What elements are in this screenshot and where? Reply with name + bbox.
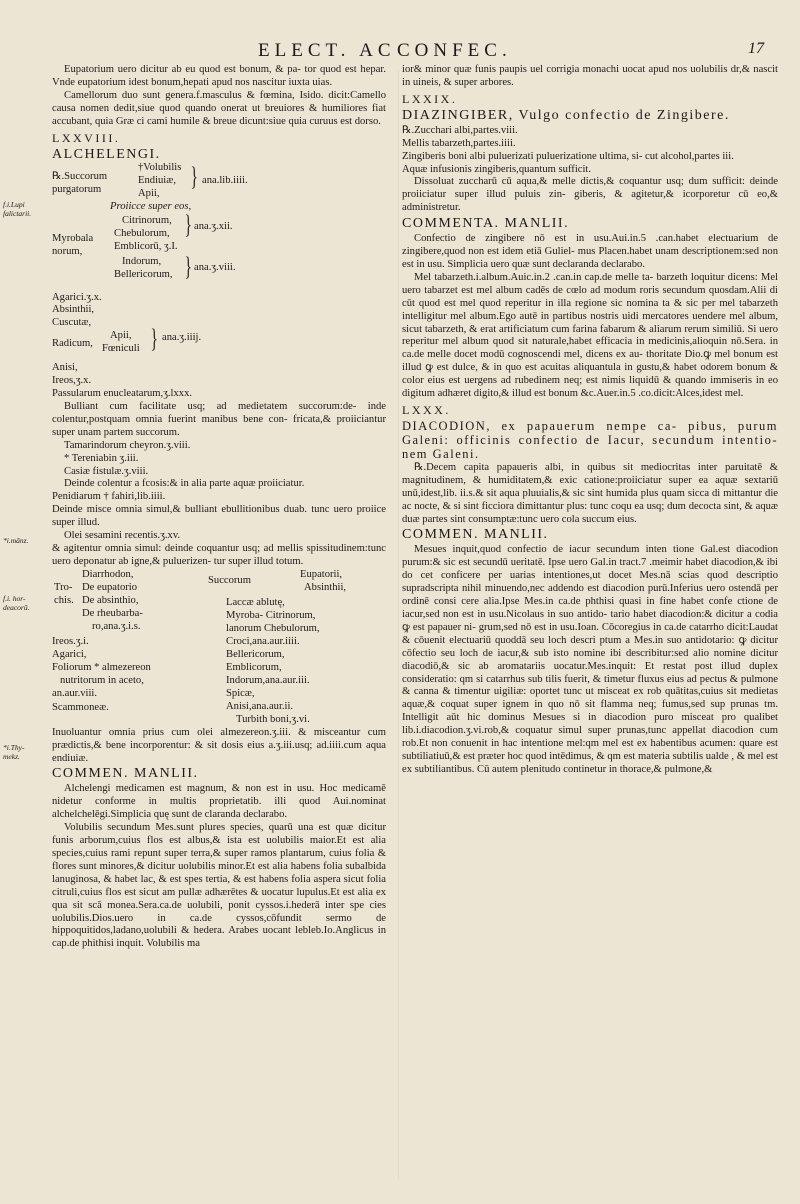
paragraph: Alchelengi medicamen est magnum, & non est in usu. Hoc medicamē nidetur conforme in multis proprietatib. illi quod Aui.nominat alchelchelēgi.Simplicia quę sunt de claranda declarabo. <box>52 783 386 821</box>
brace-glyph: } <box>184 251 192 281</box>
paragraph: ior& minor quæ funis paupis uel corrigia monachi uocat apud nos uolubilis dr,& nascit in uineis, & super arbores. <box>402 64 778 88</box>
table-cell: De absinthio, <box>82 594 139 606</box>
table-cell: Foliorum * almezereon <box>52 661 151 673</box>
table-cell: De rheubarba- <box>82 607 143 619</box>
recipe-text: †Volubilis <box>138 161 182 173</box>
ingredient-table <box>52 568 386 725</box>
margin-note-line: falictarii. <box>3 209 32 218</box>
chapter-title: DIACODION, ex papauerum nempe ca- pibus, purum Galeni: officinis confectio de Iacur, secundum intentio- nem Galeni. <box>402 418 778 461</box>
gutter-shadow <box>398 70 399 1180</box>
running-header <box>0 40 800 66</box>
recipe-text: Apii, <box>110 330 132 342</box>
recipe-text: Chebulorum, <box>114 227 170 239</box>
paragraph: Tamarindorum cheyron.ʒ.viii. <box>64 439 191 451</box>
table-cell: Myroba- Citrinorum, <box>226 609 316 621</box>
section-heading: COMMENTA. MANLII. <box>402 216 570 232</box>
margin-note-line: f.i. hor- <box>3 594 26 603</box>
paragraph: ℞.Decem capita papaueris albi, in quibus sit mediocritas inter paruitatē & magnitudinem, & humiditatem,& exic catione:proiiciatur super ea aquæ sextariū unū,idest,lib. ii.s.& sit aqua pluuialis,& sic sint humida plus quam sicca di mittantur die ac nocte, & si sint ficciora dimittantur plus: tunc coqu ea usq; dum decocta sint, & aquæ duæ partes sint consumptæ:tunc uero cola succum eius. <box>402 461 778 525</box>
table-cell: Ireos.ʒ.i. <box>52 635 89 647</box>
paragraph: Dissoluat zuccharū cū aqua,& melle dictis,& coquantur usq; dum sufficit: deinde proiiciatur super illud puluis zin- giberis, & agitetur,& icorporetur cū eo,& administretur. <box>402 176 778 214</box>
recipe-text: Indorum, <box>122 255 162 267</box>
paragraph: Confectio de zingibere nō est in usu.Aui.in.5 .can.habet electuarium de zingibere,quod non est idem etiā Guliel- mus Placen.habet unam descriptionem:sed non est in usu. Simplicia uero quæ sunt declaranda declarabo. <box>402 233 778 270</box>
paragraph: Agarici.ʒ.x. <box>52 291 102 303</box>
paragraph: Eupatorium uero dicitur ab eu quod est bonum, & pa- tor quod est hepar. Vnde eupatorium idest bonum,hepati apud nos nascitur iuxta uias. <box>52 64 386 88</box>
recipe-text: ℞.Succorum <box>52 170 108 182</box>
recipe-text: Radicum, <box>52 338 93 350</box>
table-cell: Diarrhodon, <box>82 568 134 580</box>
margin-note-line: f.i.Lupi <box>3 200 25 209</box>
paragraph: Penidiarum † fahiri,lib.iiii. <box>52 491 166 503</box>
paragraph: Volubilis secundum Mes.sunt plures species, quarū una est quæ dicitur funis arborum,cuius flos est albus,& ista est uolubilis maior.Et est alia species,cuius rami repunt super terra,& super ramos plantarum, cuius folia & flores sunt minores,& dicitur uolubilis minor.Et est alia habens folia subalbida lanuginosa, & habet lac, & est spes tertia, & est habens folia aspera sicut folia citruli,cuius flos est sicut am pullæ adhærētes & uocatur lupulus.Et est alia ex qua sit scā monea.Sera.ca.de uolubili, ponit cyssos.i.hederā inter spe cies uolubilis.Dios.uero in ca.de cyssos,cōfundit sermo de hippoquitidos,ladano,uolubili & hedera. Arabes uocant lebleb.Io.Anglicus in cap.de phithisi inquit. Volubilis ma <box>52 822 386 950</box>
paragraph: Zingiberis boni albi puluerizati puluerizatione ultima, si- cut alcohol,partes iii. <box>402 150 734 162</box>
margin-note <box>3 536 49 545</box>
recipe-text: ana.lib.iiii. <box>202 174 248 186</box>
paragraph: Mellis tabarzeth,partes.iiii. <box>402 137 516 149</box>
page-number: 17 <box>748 40 764 57</box>
margin-note-line: deacorū. <box>3 603 30 612</box>
margin-note <box>3 594 49 612</box>
table-cell: De eupatorio <box>82 581 138 593</box>
table-cell: Absinthii, <box>304 581 347 593</box>
table-cell: chis. <box>54 594 74 606</box>
margin-note <box>3 743 49 761</box>
recipe-text: ana.ʒ.iiij. <box>162 332 202 344</box>
recipe-text: ana.ʒ.xii. <box>194 220 233 232</box>
table-cell: Scammoneæ. <box>52 701 109 713</box>
recipe-text: ana.ʒ.viii. <box>194 261 236 273</box>
paragraph: Passularum enucleatarum,ʒ.lxxx. <box>52 388 193 400</box>
table-cell: Eupatorii, <box>300 568 343 580</box>
chapter-number: LXXIX. <box>402 91 458 106</box>
table-cell: Anisi,ana.aur.ii. <box>226 700 294 712</box>
recipe-text: purgatorum <box>52 183 102 195</box>
table-cell: lanorum Chebulorum, <box>226 622 320 634</box>
brace-glyph: } <box>184 209 192 239</box>
paragraph: & agitentur omnia simul: deinde coquantur usq; ad mellis spissitudinem:tunc uero deponatur ab igne,& puluerizen- tur super illud totum. <box>52 542 386 567</box>
paragraph: Bulliant cum facilitate usq; ad medietatem succorum:de- inde colentur,postquam omnia fuerint manibus bene con- fricata,& proiiciantur super unam partem succorum. <box>52 400 386 438</box>
paragraph: Olei sesamini recentis.ʒ.xv. <box>64 530 181 542</box>
table-cell: Tro- <box>54 581 73 593</box>
chapter-title: ALCHELENGI. <box>52 146 161 162</box>
table-cell: Succorum <box>208 574 251 586</box>
header-right-title: CONFEC. <box>397 40 512 61</box>
header-left-title: ELECT. AC <box>258 40 396 61</box>
paragraph: Mesues inquit,quod confectio de iacur secundum inten tione Gal.est diacodion purum:& sic est secundū ueritatē. Ipse uero Gal.in tract.7 .meimir habet diacodion,& ibi do cet conficere per uarias intentiones,ut docet Mes.nā scias quod descriptio supradscripta nihil minuendo,nec addendo est diacodion purū.Inferius uero ostendā per ordinē consi cere alia.Ipse Mes.in ca.de phthisi quasi in fine habet confe ctione de iacur,sed non est in usu.Nicolaus in suo antido- tario habet diacodion:& dicitur a codia ꝙ est papauer ni- grum,sed nō est in usu.Ioan. Cōcoregius in ca.de catarrho dicit:Laudat & cōuenit electuariū quoddā seu loch descri ptum a Mes.in suo antidotario: ꝙ dicitur cōfectio seu loch de iacur,& sub isto nomine ibi describitur:sed alio nomine dicitur diacodiō,& sic ab aromatariis uocatur.Mes.inquit: Et restat post illud duplex consideratio: qm si catarrhus sub tilis fuerit, & timetur fluxus eius ad pectus & pulmone & canna & timentur uigiliæ: oportet tunc ut misceat ex rob quātitas,cuius sit medietas aquæ,& coquat super ignem in quo nō sit flamma neq; fumus,sed sup prunas tm. Intelligit aūt hic dominus Mesues si in diacodion puro misceat pro qualibet lib.i.diacodion.ʒ.vi.rob,& coquatur simul super prunas,tunc appellat diacodion cum rob.Et non conuenit in hac intentione mel:qm mel est ex habentibus acumen: quare est subtiliatiuū,& est præter hoc quod intēdimus, & qm est materia subtilis ualde , & mel est ex subtiliantibus. Cū autem plenitudo continetur in thorace,& pulmone,& <box>402 544 778 775</box>
table-cell: Indorum,ana.aur.iii. <box>226 674 310 686</box>
table-cell: nutritorum in aceto, <box>60 674 144 686</box>
chapter-number: LXXVIII. <box>52 130 121 145</box>
paragraph: Cuscutæ, <box>52 317 92 329</box>
recipe-text: Proiicce super eos, <box>110 200 192 212</box>
table-cell: Agarici, <box>52 648 87 660</box>
paragraph: ℞.Zucchari albi,partes.viii. <box>402 124 518 136</box>
table-cell: Turbith boni,ʒ.vi. <box>236 713 310 725</box>
paragraph: Anisi, <box>52 362 78 374</box>
table-cell: ro,ana.ʒ.i.s. <box>92 620 141 632</box>
table-cell: Croci,ana.aur.iiii. <box>226 635 300 647</box>
recipe-block <box>52 324 386 362</box>
paragraph: Aquæ infusionis zingiberis,quantum sufficit. <box>402 163 592 175</box>
paragraph: Deinde misce omnia simul,& bulliant ebullitionibus duab. tunc uero proiice super illud. <box>52 504 386 529</box>
recipe-text: Fœniculi <box>102 343 140 355</box>
paragraph: Ireos,ʒ.x. <box>52 375 92 387</box>
recipe-text: Myrobala <box>52 232 94 244</box>
paragraph: Inuoluantur omnia prius cum olei almezereon.ʒ.iii. & misceantur cum prædictis,& bene incorporentur: & sit dosis eius a.ʒ.iii.usq; ad.iiii.cum aqua endiuiæ. <box>52 726 386 764</box>
paragraph: Mel tabarzeth.i.album.Auic.in.2 .can.in cap.de melle ta- barzeth loquitur dicens: Mel uero tabarzet est mel album cadēs de cœlo ad modum roris secundum quosdam.Alii di cūt quod est mel quod reperitur in illa regione sic nomina ta & sic per mel tabarzeth intelligitur mel album.Ego autē in partibus nostris uidi mercatores uendere mel album, sicut tabarzeth, & erat artificiatum cum farina fabarum & aliarum rerum similiū. Si uero reperitur mel album quod sit naturale,habet efficacia in medicinis,alioquin nō.Sera. in ca.de melle docet modū cognoscendi mel, dicens ex au- thoritate Dio.ꝙ mel bonum est illud ꝙ est dulce, & in quo est acuitas aliquantula in gustu,& habet odorem bonum & color eius est uergens ad rubedinem neq; est nimis liquidū & quando immiseris in eo digitum adhæret digito,& illud est bonum &c.Auer.in.5 .co.dicit:Alces,idest mel. <box>402 271 778 400</box>
recipe-text: Apii, <box>138 187 160 199</box>
table-cell: Laccæ ablutę, <box>226 596 285 608</box>
recipe-text: Endiuiæ, <box>138 174 176 186</box>
table-cell: Emblicorum, <box>226 661 282 673</box>
paragraph: Casiæ fistulæ.ʒ.viii. <box>64 465 149 477</box>
margin-note-line: *i.mānz. <box>3 536 29 545</box>
table-cell: Spicæ, <box>226 687 255 699</box>
section-heading: COMMEN. MANLII. <box>52 766 199 782</box>
chapter-number: LXXX. <box>402 402 451 417</box>
paragraph: * Terenìabin ʒ.iii. <box>64 452 139 464</box>
left-column <box>52 64 386 951</box>
recipe-text: Citrinorum, <box>122 214 172 226</box>
recipe-text: norum, <box>52 245 83 257</box>
paragraph: Deinde colentur a fcosis:& in alia parte aquæ proiiciatur. <box>64 478 305 490</box>
brace-glyph: } <box>190 161 198 191</box>
margin-note-line: mekz. <box>3 752 20 761</box>
brace-glyph: } <box>150 324 158 354</box>
right-column <box>402 64 778 777</box>
table-cell: Bellericorum, <box>226 648 285 660</box>
recipe-text: Emblicorū, ʒ.I. <box>114 240 178 252</box>
recipe-text: Bellericorum, <box>114 268 173 280</box>
section-heading: COMMEN. MANLII. <box>402 527 549 543</box>
recipe-block <box>52 161 386 292</box>
paragraph: Camellorum duo sunt genera.f.masculus & fœmina, Isido. dicit:Camello causa nomen dedit,siue quod quando onerat ut breuiores & humiliores fiat accubant, quia Græ ci cami humile & breue dicunt:siue quia curuus est dorso. <box>52 89 386 127</box>
chapter-title: DIAZINGIBER, Vulgo confectio de Zingibere. <box>402 107 730 123</box>
margin-note <box>3 200 49 218</box>
paragraph: Absinthii, <box>52 304 95 316</box>
margin-note-line: *i.Thy- <box>3 743 25 752</box>
table-cell: an.aur.viii. <box>52 687 98 699</box>
